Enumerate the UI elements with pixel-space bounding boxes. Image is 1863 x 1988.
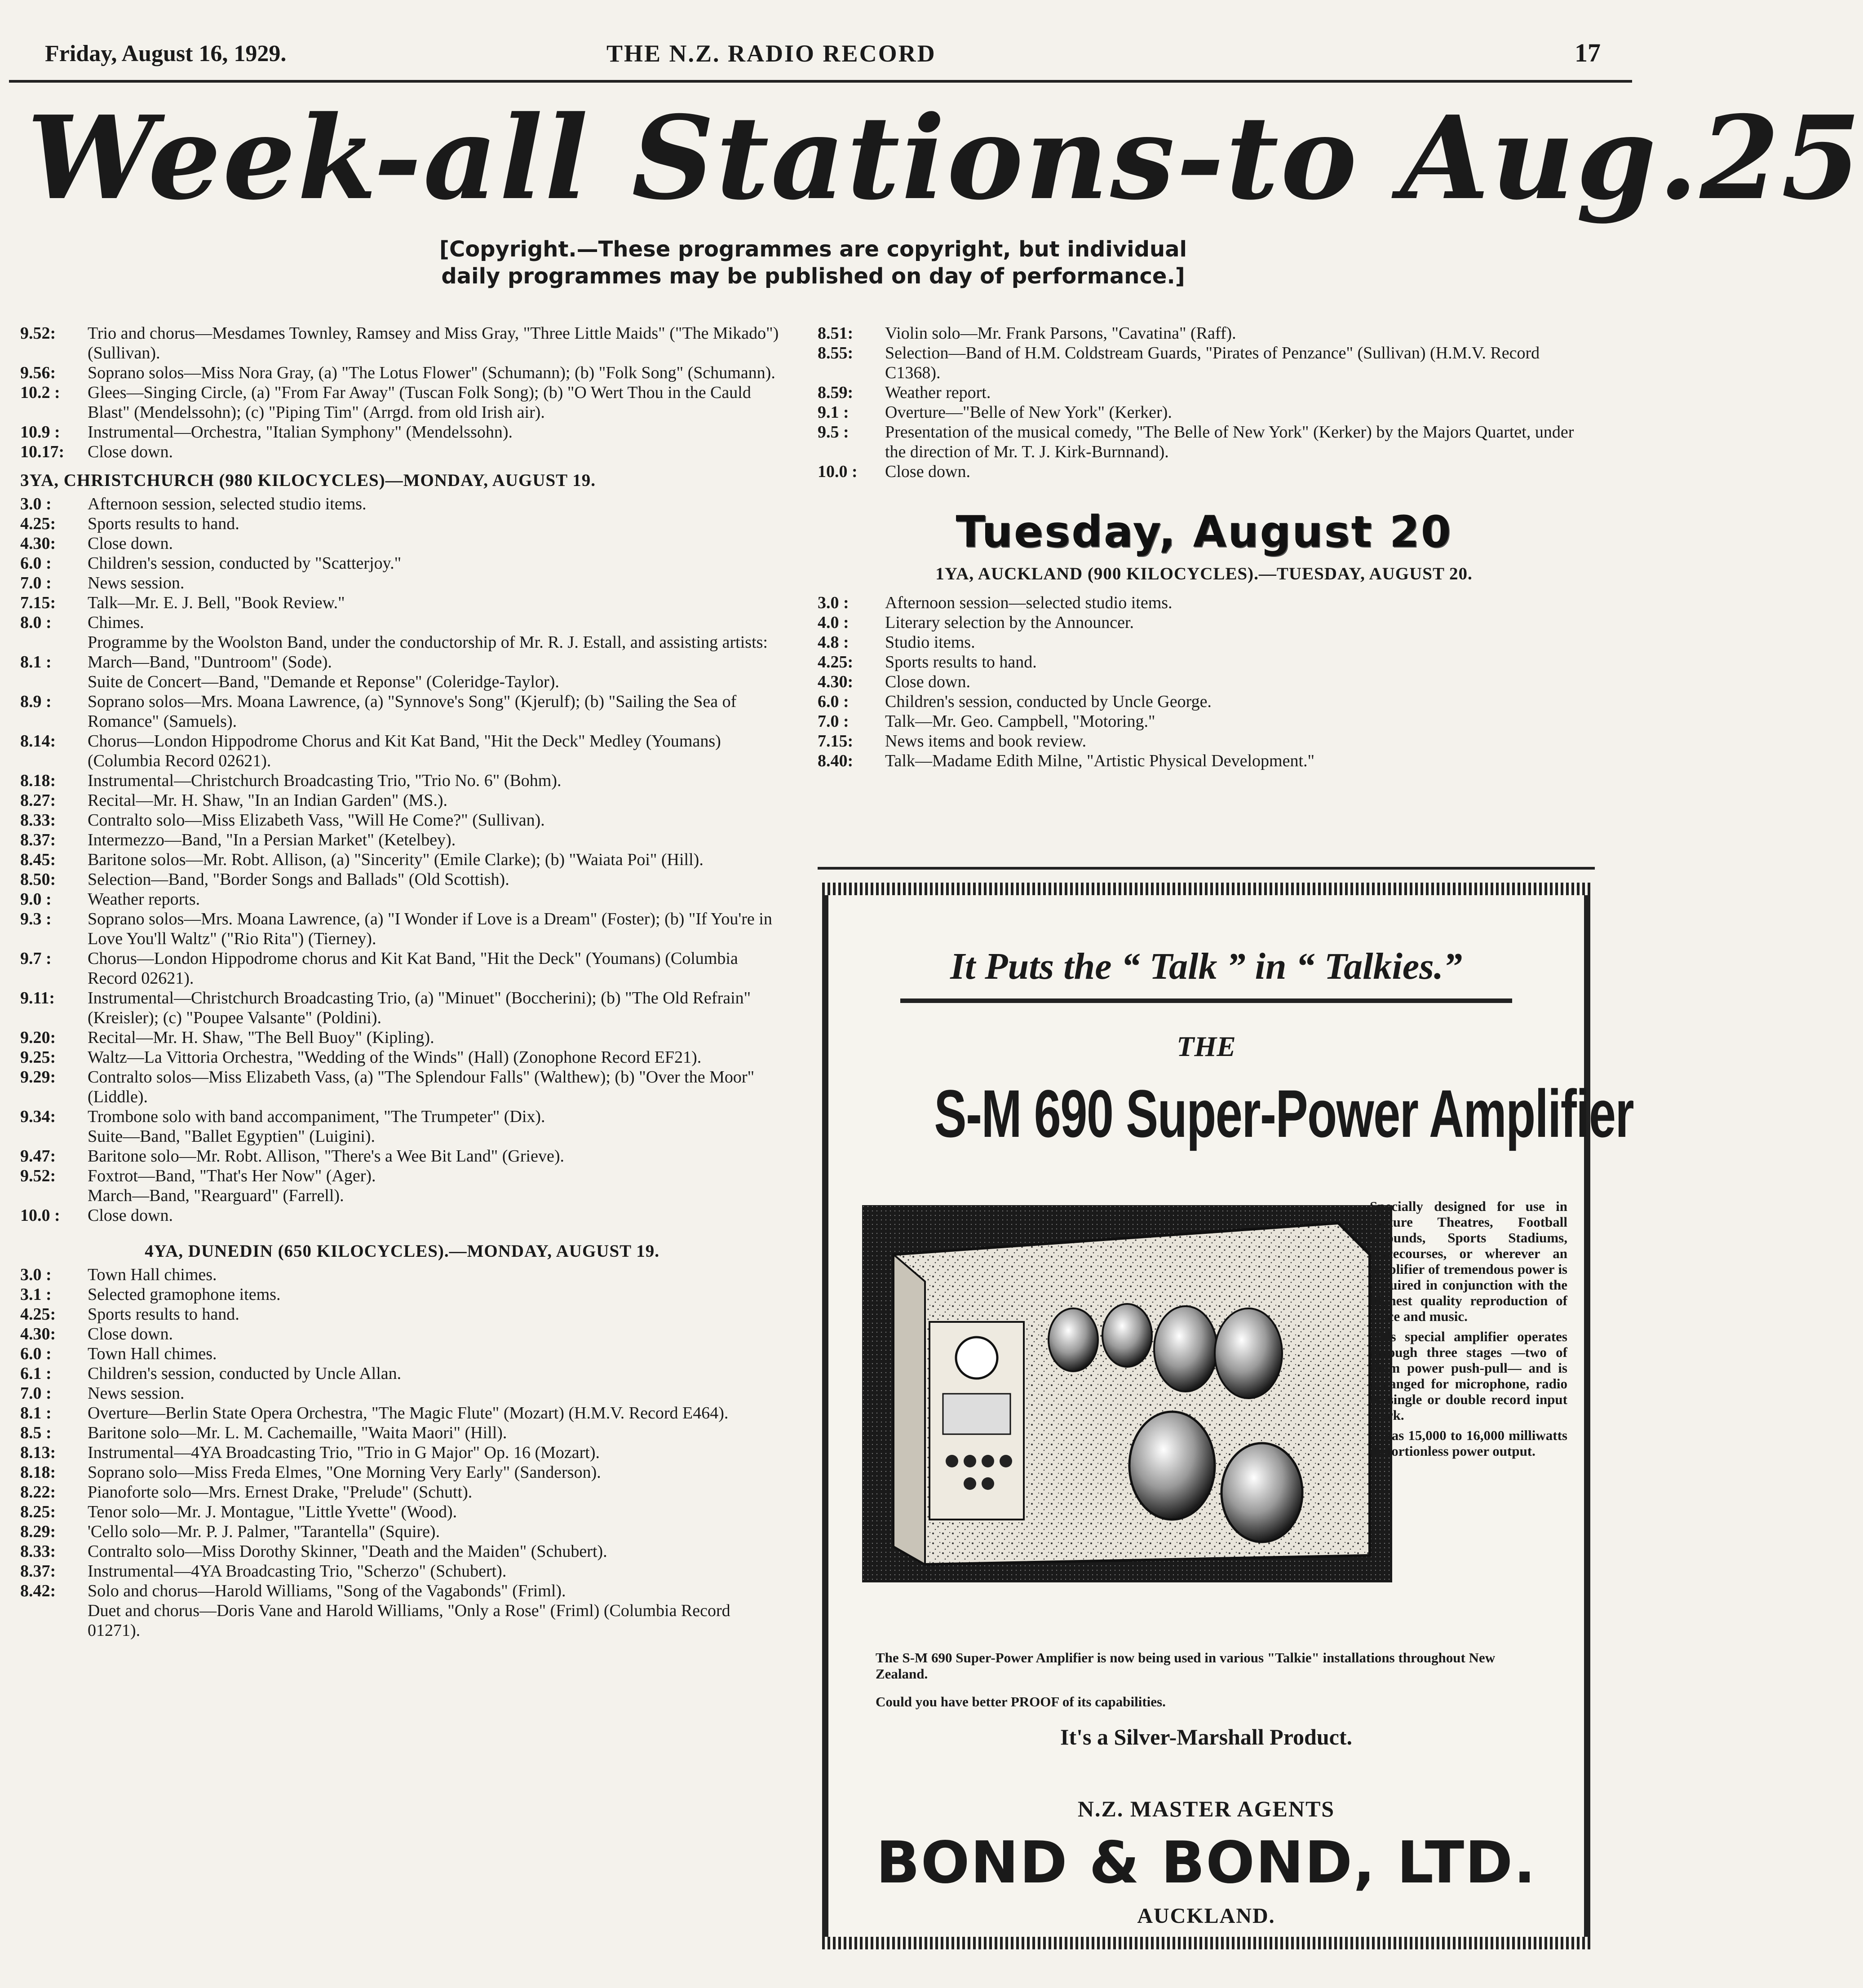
programme-time: 8.37:	[20, 1562, 56, 1581]
programme-item	[818, 593, 1590, 613]
programme-time: 10.9 :	[20, 423, 60, 442]
programme-time: 8.42:	[20, 1582, 56, 1600]
programme-description: Close down.	[885, 462, 970, 481]
programme-item	[20, 1423, 784, 1443]
programme-item	[20, 889, 784, 909]
dunedin-heading: 4YA, DUNEDIN (650 KILOCYCLES).—MONDAY, AUGUST 19.	[145, 1241, 659, 1261]
programme-item	[818, 613, 1590, 632]
programme-description: Soprano solo—Miss Freda Elmes, "One Morning Very Early" (Sanderson).	[88, 1463, 601, 1482]
ad-company-name: BOND & BOND, LTD.	[876, 1829, 1536, 1896]
terminal-2	[964, 1455, 976, 1467]
masthead-rule	[9, 80, 1632, 83]
programme-description: Studio items.	[885, 633, 975, 652]
programme-item	[20, 988, 784, 1028]
programme-item	[20, 1107, 784, 1127]
programme-item	[818, 751, 1590, 771]
programme-item	[20, 1462, 784, 1482]
chassis-panel	[894, 1255, 925, 1564]
programme-item	[818, 383, 1590, 402]
programme-item	[20, 1146, 784, 1166]
programme-time: 6.1 :	[20, 1364, 52, 1383]
programme-item	[20, 692, 784, 731]
programme-description: 'Cello solo—Mr. P. J. Palmer, "Tarantella" (Squire).	[88, 1522, 440, 1541]
programme-item	[20, 1047, 784, 1067]
programme-time: 4.25:	[818, 653, 854, 672]
programme-item	[20, 1364, 784, 1383]
ad-desc-para-2: This special amplifier operates through three stages —two of them power push-pull— and is arranged for microphone, radio or single or double record input work.	[1370, 1329, 1567, 1423]
label-plate	[943, 1394, 1010, 1434]
programme-time: 7.15:	[20, 593, 56, 612]
programme-item	[20, 791, 784, 810]
programme-description: Contralto solos—Miss Elizabeth Vass, (a) "The Splendour Falls" (Walthew); (b) "Over the Moor" (Liddle).	[88, 1068, 755, 1106]
amplifier-advertisement	[822, 883, 1634, 1949]
programme-time: 8.14:	[20, 732, 56, 751]
programme-time: 8.29:	[20, 1522, 56, 1541]
ad-product-name: S-M 690 Super-Power Amplifier	[934, 1076, 1634, 1151]
programme-description: Overture—Berlin State Opera Orchestra, "The Magic Flute" (Mozart) (H.M.V. Record E464).	[88, 1404, 729, 1423]
programme-description: Weather report.	[885, 383, 991, 402]
programme-time: 4.0 :	[818, 613, 849, 632]
programme-time	[20, 1127, 88, 1146]
terminal-1	[946, 1455, 958, 1467]
programme-description: Close down.	[885, 672, 970, 691]
programme-time: 4.30:	[20, 534, 56, 553]
programme-time: 8.55:	[818, 344, 854, 362]
programme-item	[20, 1581, 784, 1601]
programme-time: 6.0 :	[20, 1344, 52, 1363]
programme-item	[818, 462, 1590, 482]
programme-description: Town Hall chimes.	[88, 1344, 217, 1363]
programme-time: 9.29:	[20, 1068, 56, 1087]
programme-time: 4.25:	[20, 514, 56, 533]
programme-time: 9.56:	[20, 363, 56, 382]
programme-description: Duet and chorus—Doris Vane and Harold Williams, "Only a Rose" (Friml) (Columbia Record 01271).	[88, 1601, 730, 1640]
programme-item	[20, 363, 784, 383]
programme-item	[20, 1561, 784, 1581]
programme-time: 4.30:	[20, 1325, 56, 1343]
programme-time: 8.51:	[818, 324, 854, 343]
ad-desc-para-3: It has 15,000 to 16,000 milliwatts distortionless power output.	[1370, 1427, 1567, 1459]
programme-item	[20, 323, 784, 363]
programme-description: Talk—Mr. E. J. Bell, "Book Review."	[88, 593, 345, 612]
programme-time: 10.0 :	[818, 462, 858, 481]
programme-description: Talk—Madame Edith Milne, "Artistic Physical Development."	[885, 751, 1315, 770]
ad-body-para-2: Could you have better PROOF of its capabilities.	[876, 1694, 1166, 1710]
terminal-5	[964, 1477, 976, 1490]
programme-item	[20, 949, 784, 988]
programme-item	[20, 672, 784, 692]
programme-description: Baritone solos—Mr. Robt. Allison, (a) "Sincerity" (Emile Clarke); (b) "Waiata Poi" (Hill).	[88, 850, 704, 869]
programme-description: Sports results to hand.	[88, 1305, 239, 1324]
programme-time: 7.15:	[818, 732, 854, 751]
programme-description: Close down.	[88, 1325, 173, 1343]
programme-description: Close down.	[88, 534, 173, 553]
programme-item	[818, 632, 1590, 652]
programme-description: Instrumental—4YA Broadcasting Trio, "Scherzo" (Schubert).	[88, 1562, 507, 1581]
programme-item	[818, 692, 1590, 711]
programme-time: 3.0 :	[818, 593, 849, 612]
programme-item	[20, 830, 784, 850]
tuesday-heading: Tuesday, August 20	[956, 507, 1452, 557]
programme-time: 9.3 :	[20, 910, 52, 928]
christchurch-listing	[20, 494, 784, 1225]
programme-description: Recital—Mr. H. Shaw, "In an Indian Garden" (MS.).	[88, 791, 448, 810]
programme-item	[20, 1265, 784, 1285]
terminal-6	[982, 1477, 994, 1490]
programme-time: 3.0 :	[20, 495, 52, 513]
programme-time: 4.30:	[818, 672, 854, 691]
vacuum-tube-2	[1102, 1304, 1152, 1367]
programme-description: News items and book review.	[885, 732, 1087, 751]
programme-time: 9.25:	[20, 1048, 56, 1067]
programme-description: Contralto solo—Miss Dorothy Skinner, "Death and the Maiden" (Schubert).	[88, 1542, 607, 1561]
programme-time: 10.2 :	[20, 383, 60, 402]
programme-item	[818, 731, 1590, 751]
programme-time: 8.1 :	[20, 653, 52, 672]
terminal-4	[1000, 1455, 1012, 1467]
programme-item	[20, 652, 784, 672]
programme-description: Recital—Mr. H. Shaw, "The Bell Buoy" (Kipling).	[88, 1028, 434, 1047]
programme-item	[20, 1542, 784, 1561]
programme-description: Close down.	[88, 1206, 173, 1225]
programme-description: Chimes.	[88, 613, 144, 632]
programme-time: 8.22:	[20, 1483, 56, 1502]
programme-time: 7.0 :	[20, 1384, 52, 1403]
programme-description: Afternoon session—selected studio items.	[885, 593, 1173, 612]
programme-description: Trio and chorus—Mesdames Townley, Ramsey and Miss Gray, "Three Little Maids" ("The Mikado") (Sullivan).	[88, 324, 779, 362]
ad-agents-label: N.Z. MASTER AGENTS	[1077, 1796, 1335, 1821]
programme-description: Chorus—London Hippodrome Chorus and Kit Kat Band, "Hit the Deck" Medley (Youmans) (Columbia Record 02621).	[88, 732, 721, 770]
programme-description: Overture—"Belle of New York" (Kerker).	[885, 403, 1172, 422]
programme-item	[20, 909, 784, 949]
meter-dial	[956, 1337, 997, 1378]
programme-description: Trombone solo with band accompaniment, "The Trumpeter" (Dix).	[88, 1107, 545, 1126]
programme-item	[20, 1206, 784, 1225]
programme-item	[20, 632, 784, 652]
ad-the: THE	[1177, 1030, 1236, 1062]
programme-time: 9.52:	[20, 324, 56, 343]
programme-time: 8.45:	[20, 850, 56, 869]
programme-item	[20, 534, 784, 553]
programme-description: Intermezzo—Band, "In a Persian Market" (Ketelbey).	[88, 831, 456, 849]
programme-description: Children's session, conducted by Uncle Allan.	[88, 1364, 402, 1383]
programme-time: 7.0 :	[818, 712, 849, 731]
page-number: 17	[1575, 38, 1601, 67]
programme-time: 9.5 :	[818, 423, 849, 442]
programme-time: 9.1 :	[818, 403, 849, 422]
ad-tagline: It Puts the “ Talk ” in “ Talkies.”	[950, 945, 1462, 987]
programme-item	[20, 1443, 784, 1462]
programme-item	[818, 402, 1590, 422]
programme-item	[20, 494, 784, 514]
programme-time	[20, 1601, 88, 1640]
programme-item	[20, 1166, 784, 1186]
programme-time: 8.13:	[20, 1443, 56, 1462]
programme-description: March—Band, "Rearguard" (Farrell).	[88, 1186, 344, 1205]
programme-time: 8.40:	[818, 751, 854, 770]
vacuum-tube-5	[1129, 1412, 1215, 1520]
programme-item	[20, 422, 784, 442]
programme-time: 9.34:	[20, 1107, 56, 1126]
programme-item	[20, 1186, 784, 1206]
programme-time: 3.1 :	[20, 1285, 52, 1304]
programme-item	[20, 442, 784, 462]
programme-time: 9.11:	[20, 989, 55, 1007]
programme-description: Chorus—London Hippodrome chorus and Kit Kat Band, "Hit the Deck" (Youmans) (Columbia Record 02621).	[88, 949, 738, 988]
programme-item	[20, 1344, 784, 1364]
programme-description: Tenor solo—Mr. J. Montague, "Little Yvette" (Wood).	[88, 1502, 457, 1521]
programme-time: 8.37:	[20, 831, 56, 849]
vacuum-tube-4	[1215, 1308, 1282, 1398]
programme-description: Afternoon session, selected studio items.	[88, 495, 367, 513]
programme-time: 7.0 :	[20, 574, 52, 592]
programme-item	[20, 593, 784, 613]
auckland-heading: 1YA, AUCKLAND (900 KILOCYCLES).—TUESDAY, AUGUST 20.	[935, 564, 1473, 583]
programme-description: Glees—Singing Circle, (a) "From Far Away" (Tuscan Folk Song); (b) "O Wert Thou in the Cauld Blast" (Mendelssohn); (c) "Piping Tim" (Arrgd. from old Irish air).	[88, 383, 751, 422]
page-title: Week-all Stations-to Aug.25	[27, 91, 1863, 225]
programme-description: Suite de Concert—Band, "Demande et Reponse" (Coleridge-Taylor).	[88, 672, 559, 691]
programme-description: Instrumental—Christchurch Broadcasting Trio, (a) "Minuet" (Boccherini); (b) "The Old Refrain" (Kreisler); (c) "Poupee Valsante" (Poldini).	[88, 989, 751, 1027]
auckland-listing	[818, 593, 1590, 771]
copyright-line-1: [Copyright.—These programmes are copyright, but individual	[439, 237, 1187, 262]
programme-item	[20, 850, 784, 870]
programme-description: Close down.	[88, 442, 173, 461]
programme-time: 10.0 :	[20, 1206, 60, 1225]
right-top-listing	[818, 323, 1590, 482]
programme-item	[818, 343, 1590, 383]
programme-time: 8.0 :	[20, 613, 52, 632]
programme-time: 8.27:	[20, 791, 56, 810]
left-column	[20, 323, 784, 1640]
programme-description: Sports results to hand.	[885, 653, 1037, 672]
programme-item	[20, 1324, 784, 1344]
issue-date: Friday, August 16, 1929.	[45, 41, 287, 66]
programme-time	[20, 1186, 88, 1206]
programme-description: Presentation of the musical comedy, "The Belle of New York" (Kerker) by the Majors Quartet, under the direction of Mr. T. J. Kirk-Burnnand).	[885, 423, 1574, 461]
ad-description	[1370, 1198, 1567, 1463]
programme-description: Instrumental—Orchestra, "Italian Symphony" (Mendelssohn).	[88, 423, 513, 442]
ad-body-para-1: The S-M 690 Super-Power Amplifier is now being used in various "Talkie" installations throughout New Zealand.	[876, 1650, 1496, 1682]
programme-time: 9.20:	[20, 1028, 56, 1047]
programme-time: 4.8 :	[818, 633, 849, 652]
programme-time: 8.33:	[20, 811, 56, 830]
programme-time: 8.1 :	[20, 1404, 52, 1423]
programme-description: Baritone solo—Mr. Robt. Allison, "There's a Wee Bit Land" (Grieve).	[88, 1147, 564, 1166]
programme-description: Foxtrot—Band, "That's Her Now" (Ager).	[88, 1166, 376, 1185]
newspaper-name: THE N.Z. RADIO RECORD	[606, 40, 936, 67]
programme-description: News session.	[88, 1384, 185, 1403]
vacuum-tube-3	[1154, 1306, 1217, 1392]
programme-time: 6.0 :	[20, 554, 52, 573]
programme-item	[20, 1482, 784, 1502]
programme-item	[20, 1304, 784, 1324]
programme-item	[20, 1601, 784, 1640]
programme-description: Waltz—La Vittoria Orchestra, "Wedding of the Winds" (Hall) (Zonophone Record EF21).	[88, 1048, 702, 1067]
programme-description: Sports results to hand.	[88, 514, 239, 533]
copyright-notice	[431, 236, 1195, 290]
programme-time: 8.9 :	[20, 692, 52, 711]
programme-description: Instrumental—4YA Broadcasting Trio, "Trio in G Major" Op. 16 (Mozart).	[88, 1443, 600, 1462]
programme-description: Literary selection by the Announcer.	[885, 613, 1134, 632]
programme-time: 8.18:	[20, 1463, 56, 1482]
programme-time: 8.59:	[818, 383, 854, 402]
programme-description: Pianoforte solo—Mrs. Ernest Drake, "Prelude" (Schutt).	[88, 1483, 473, 1502]
programme-item	[20, 514, 784, 534]
programme-description: Suite—Band, "Ballet Egyptien" (Luigini).	[88, 1127, 375, 1146]
programme-description: Children's session, conducted by "Scatterjoy."	[88, 554, 402, 573]
masthead	[0, 0, 1641, 81]
ad-city: AUCKLAND.	[1137, 1904, 1275, 1928]
terminal-3	[982, 1455, 994, 1467]
programme-item	[818, 711, 1590, 731]
ad-manufacturer-line: It's a Silver-Marshall Product.	[1060, 1724, 1352, 1749]
programme-time	[20, 672, 88, 692]
programme-item	[20, 1502, 784, 1522]
programme-time	[20, 632, 88, 652]
vacuum-tube-6	[1221, 1443, 1302, 1542]
programme-description: Town Hall chimes.	[88, 1265, 217, 1284]
programme-item	[20, 1285, 784, 1304]
programme-item	[20, 383, 784, 422]
programme-description: March—Band, "Duntroom" (Sode).	[88, 653, 332, 672]
ad-top-rule	[818, 867, 1595, 870]
programme-time: 9.7 :	[20, 949, 52, 968]
programme-item	[20, 870, 784, 889]
programme-item	[20, 771, 784, 791]
programme-time: 9.0 :	[20, 890, 52, 909]
programme-description: Programme by the Woolston Band, under the conductorship of Mr. R. J. Estall, and assisting artists:	[88, 633, 768, 652]
programme-time: 8.33:	[20, 1542, 56, 1561]
programme-description: Children's session, conducted by Uncle George.	[885, 692, 1212, 711]
vacuum-tube-1	[1049, 1308, 1098, 1371]
programme-item	[818, 323, 1590, 343]
programme-description: Soprano solos—Mrs. Moana Lawrence, (a) "I Wonder if Love is a Dream" (Foster); (b) "If You're in Love You'll Waltz" ("Rio Rita") (Tierney).	[88, 910, 772, 948]
programme-item	[20, 1067, 784, 1107]
programme-item	[20, 1403, 784, 1423]
programme-item	[818, 652, 1590, 672]
ad-desc-para-1: Specially designed for use in Picture Theatres, Football Grounds, Sports Stadiums, Racecourses, or wherever an amplifier of tremendous power is required in conjunction with the highest quality reproduction of voice and music.	[1370, 1198, 1567, 1324]
programme-time: 6.0 :	[818, 692, 849, 711]
programme-time: 10.17:	[20, 442, 65, 461]
programme-description: Talk—Mr. Geo. Campbell, "Motoring."	[885, 712, 1155, 731]
programme-description: Selection—Band of H.M. Coldstream Guards, "Pirates of Penzance" (Sullivan) (H.M.V. Record C1368).	[885, 344, 1540, 382]
programme-item	[20, 573, 784, 593]
programme-item	[20, 810, 784, 830]
programme-item	[20, 1383, 784, 1403]
programme-item	[818, 672, 1590, 692]
ad-border-top	[822, 883, 1590, 895]
programme-item	[20, 1522, 784, 1542]
ad-body	[876, 1650, 1540, 1722]
programme-description: Instrumental—Christchurch Broadcasting Trio, "Trio No. 6" (Bohm).	[88, 771, 562, 790]
programme-time: 9.52:	[20, 1166, 56, 1185]
programme-item	[818, 422, 1590, 462]
programme-description: Selection—Band, "Border Songs and Ballads" (Old Scottish).	[88, 870, 509, 889]
programme-time: 9.47:	[20, 1147, 56, 1166]
programme-description: Selected gramophone items.	[88, 1285, 281, 1304]
programme-description: Baritone solo—Mr. L. M. Cachemaille, "Waita Maori" (Hill).	[88, 1423, 507, 1442]
programme-description: Violin solo—Mr. Frank Parsons, "Cavatina" (Raff).	[885, 324, 1236, 343]
programme-time: 3.0 :	[20, 1265, 52, 1284]
programme-item	[20, 553, 784, 573]
programme-description: Soprano solos—Mrs. Moana Lawrence, (a) "Synnove's Song" (Kjerulf); (b) "Sailing the Sea of Romance" (Samuels).	[88, 692, 737, 731]
programme-description: News session.	[88, 574, 185, 592]
christchurch-heading: 3YA, CHRISTCHURCH (980 KILOCYCLES)—MONDAY, AUGUST 19.	[20, 471, 596, 490]
ad-tagline-rule	[900, 998, 1512, 1003]
programme-description: Solo and chorus—Harold Williams, "Song of the Vagabonds" (Friml).	[88, 1582, 566, 1600]
programme-item	[20, 1028, 784, 1047]
programme-description: Contralto solo—Miss Elizabeth Vass, "Will He Come?" (Sullivan).	[88, 811, 545, 830]
copyright-line-2: daily programmes may be published on day of performance.]	[441, 264, 1185, 289]
programme-time: 8.50:	[20, 870, 56, 889]
dunedin-listing	[20, 1265, 784, 1640]
programme-item	[20, 1127, 784, 1146]
programme-description: Soprano solos—Miss Nora Gray, (a) "The Lotus Flower" (Schumann); (b) "Folk Song" (Schumann).	[88, 363, 775, 382]
ad-border-bottom	[822, 1937, 1590, 1949]
programme-time: 8.25:	[20, 1502, 56, 1521]
programme-time: 8.5 :	[20, 1423, 52, 1442]
programme-item	[20, 731, 784, 771]
left-top-listing	[20, 323, 784, 462]
programme-item	[20, 613, 784, 632]
programme-time: 4.25:	[20, 1305, 56, 1324]
programme-time: 8.18:	[20, 771, 56, 790]
amplifier-illustration	[862, 1205, 1392, 1582]
programme-description: Weather reports.	[88, 890, 200, 909]
right-column	[818, 323, 1590, 771]
